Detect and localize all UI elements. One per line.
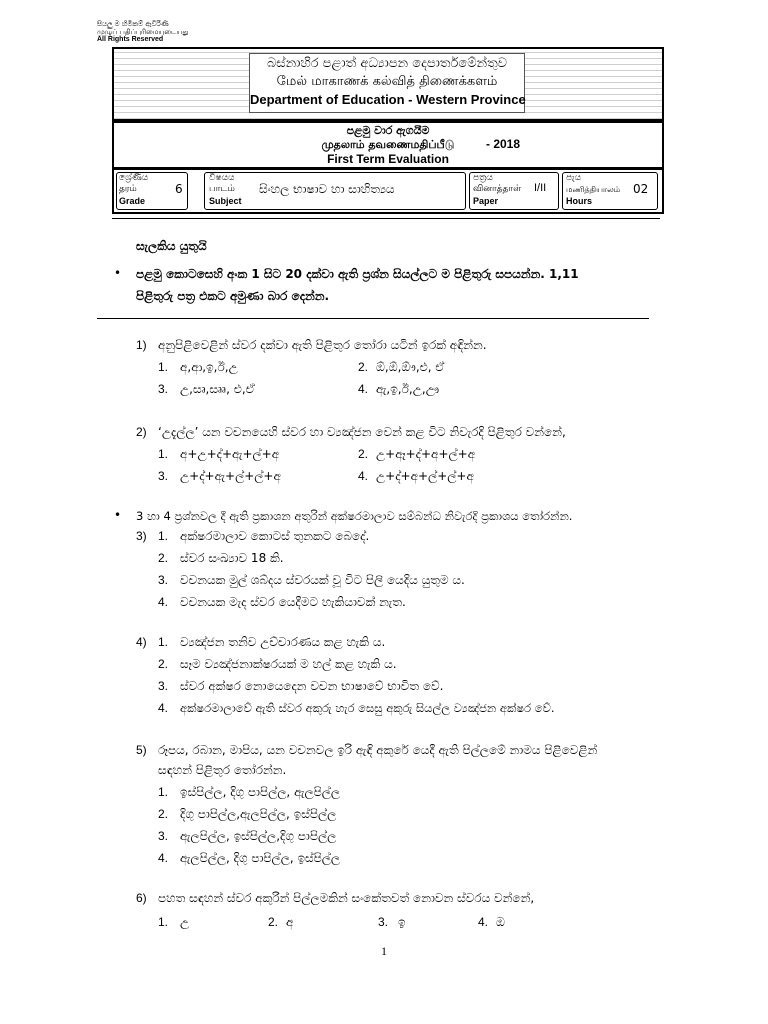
question-4-number: 4)	[136, 635, 147, 649]
rights-english: All Rights Reserved	[97, 36, 164, 43]
bullet-icon: •	[114, 266, 122, 280]
q6-option-1-number: 1.	[158, 915, 169, 929]
q3-option-3: වචනයක මුල් ශබ්දය ස්වරයක් වූ විට පිලි යෙදිය යුතුම ය.	[180, 573, 465, 587]
q6-option-4: ඔ	[496, 915, 505, 929]
q3-option-1-number: 1.	[158, 529, 169, 543]
grade-label-tamil: தரம்	[119, 184, 137, 194]
q5-option-1-number: 1.	[158, 785, 169, 799]
q2-option-4-number: 4.	[358, 469, 369, 483]
department-banner	[112, 47, 664, 121]
q3-option-3-number: 3.	[158, 573, 169, 587]
department-english: Department of Education - Western Province	[250, 92, 526, 107]
question-2-text: ‘උදැල්ල’ යන වචනයෙහි ස්වර හා ව්‍යඤ්ජන වෙන් කළ විට නිවැරදි පිළිතුර වන්නේ,	[158, 425, 566, 439]
q2-option-4: උ+ද්+අ+ල්+ල්+අ	[376, 469, 474, 483]
q4-option-1: ව්‍යඤ්ජන තනිව උච්චාරණය කළ හැකි ය.	[180, 635, 386, 649]
paper-label-tamil: வினாத்தாள்	[473, 184, 522, 194]
q4-option-1-number: 1.	[158, 635, 169, 649]
grade-label-english: Grade	[119, 196, 146, 206]
q1-option-1: අ,ආ,ඉ,ඊ,උ	[180, 360, 238, 374]
q1-option-4: ඇ,ඉ,ඊ,උ,ඌ	[376, 382, 440, 396]
header-divider	[112, 218, 660, 219]
rights-tamil: முழுப் பதிப்புரிமையுடையது	[97, 28, 189, 36]
hours-label-tamil: மணித்தியாலம்	[566, 185, 621, 194]
department-title-box	[249, 53, 525, 113]
q1-option-3: උ,සෘ,සෲ, එ,ඒ	[180, 382, 255, 396]
department-tamil: மேல் மாகாணக் கல்வித் திணைக்களம்	[276, 74, 498, 89]
instructions-heading: සැලකිය යුතුයි	[136, 239, 207, 253]
question-5-number: 5)	[136, 743, 147, 757]
section-3-4-instruction: 3 හා 4 ප්‍රශ්නවල දී ඇති ප්‍රකාශන අතුරින් අක්ෂරමාලාව සම්බන්ධ නිවැරදි ප්‍රකාශය තෝරන්න.	[136, 509, 573, 523]
grade-label-sinhala: ශ්‍රේණිය	[119, 173, 149, 183]
q3-option-4-number: 4.	[158, 595, 169, 609]
q6-option-1: උ	[180, 915, 190, 929]
question-2-number: 2)	[136, 425, 147, 439]
q1-option-1-number: 1.	[158, 360, 169, 374]
q4-option-3: ස්වර අක්ෂර නොයෙදෙන වචන භාෂාවේ භාවිත වේ.	[180, 679, 444, 693]
question-1-number: 1)	[136, 338, 147, 352]
exam-title-box	[112, 121, 664, 169]
q6-option-4-number: 4.	[478, 915, 489, 929]
q1-option-2: ඕ,ඕ,ඕෟ,එ, ඒ	[376, 360, 445, 374]
department-sinhala: බස්නාහිර පළාත් අධ්‍යාපන දෙපාර්තමේන්තුව	[266, 56, 507, 71]
q5-option-2-number: 2.	[158, 807, 169, 821]
exam-year: - 2018	[486, 137, 521, 151]
hours-cell	[562, 172, 658, 210]
instructions-line-1: පළමු කොටසෙහි අංක 1 සිට 20 දක්වා ඇති ප්‍රශ්න සියල්ලට ම පිළිතුරු සපයන්න. 1,11	[136, 267, 579, 281]
q6-option-2-number: 2.	[268, 915, 279, 929]
paper-cell	[469, 172, 559, 210]
q3-option-2-number: 2.	[158, 551, 169, 565]
q3-option-1: අක්ෂරමාලාව කොටස් තුනකට බෙදේ.	[180, 529, 370, 543]
question-1-text: අනුපිළිවෙළින් ස්වර දක්වා ඇති පිළිතුර තෝරා යටින් ඉරක් අඳින්න.	[158, 338, 487, 352]
hours-label-english: Hours	[566, 196, 593, 206]
q2-option-1-number: 1.	[158, 447, 169, 461]
exam-info-row	[112, 168, 664, 214]
paper-value: I/II	[534, 182, 547, 194]
exam-title-tamil: முதலாம் தவணைமதிப்பீடு	[321, 138, 455, 151]
paper-label-sinhala: පත්‍රය	[473, 173, 493, 183]
subject-value: සිංහල භාෂාව හා සාහිත්‍යය	[259, 182, 395, 196]
q2-option-3: උ+ද්+ඇ+ල්+ල්+අ	[180, 469, 281, 483]
q4-option-2: සෑම ව්‍යඤ්ජනාක්ෂරයක් ම හල් කළ හැකි ය.	[180, 657, 397, 671]
q2-option-1: අ+උ+ද්+ඇ+ල්+අ	[180, 447, 280, 461]
instructions-divider	[97, 318, 649, 319]
q6-option-3: ඉ	[398, 915, 406, 929]
grade-value: 6	[175, 182, 183, 196]
q5-option-4-number: 4.	[158, 851, 169, 865]
subject-label-tamil: பாடம்	[209, 184, 235, 194]
q5-option-1: ඉස්පිල්ල, දිගු පාපිල්ල, ඇලපිල්ල	[180, 785, 341, 799]
page-number: 1	[381, 944, 387, 958]
q5-option-3-number: 3.	[158, 829, 169, 843]
q1-option-4-number: 4.	[358, 382, 369, 396]
subject-label-sinhala: විෂයය	[209, 173, 235, 183]
q3-option-4: වචනයක මැද ස්වර යෙදීමට හැකියාවක් නැත.	[180, 595, 406, 609]
q6-option-3-number: 3.	[378, 915, 389, 929]
hours-label-sinhala: පැය	[566, 173, 582, 183]
q5-option-3: ඇලපිල්ල, ඉස්පිල්ල,දිගු පාපිල්ල	[180, 829, 337, 843]
q2-option-3-number: 3.	[158, 469, 169, 483]
question-6-text: පහත සඳහන් ස්වර අකුරින් පිල්ලමකින් සංකේතවත් නොවන ස්වරය වන්නේ,	[158, 891, 535, 905]
q4-option-4-number: 4.	[158, 701, 169, 715]
subject-label-english: Subject	[209, 196, 242, 206]
exam-title-sinhala: පළමු වාර ඇගයීම	[346, 124, 430, 137]
q4-option-3-number: 3.	[158, 679, 169, 693]
bullet-icon: •	[114, 508, 122, 522]
hours-value: 02	[633, 182, 649, 196]
q3-option-2: ස්වර සංඛ්‍යාව 18 කි.	[180, 551, 284, 565]
q5-option-2: දිගු පාපිල්ල,ඇලපිල්ල, ඉස්පිල්ල	[180, 807, 337, 821]
grade-cell	[116, 172, 188, 210]
rights-notice	[97, 20, 189, 44]
q2-option-2-number: 2.	[358, 447, 369, 461]
q5-option-4: ඇලපිල්ල, දිගු පාපිල්ල, ඉස්පිල්ල	[180, 851, 341, 865]
q1-option-2-number: 2.	[358, 360, 369, 374]
paper-label-english: Paper	[473, 196, 499, 206]
instructions-line-2: පිළිතුරු පත්‍ර එකට අමුණා බාර දෙන්න.	[136, 289, 330, 303]
q6-option-2: අ	[286, 915, 294, 929]
question-6-number: 6)	[136, 891, 147, 905]
question-5-text-line-2: සඳහන් පිළිතුර තෝරන්න.	[158, 763, 287, 777]
q1-option-3-number: 3.	[158, 382, 169, 396]
question-3-number: 3)	[136, 529, 147, 543]
q4-option-2-number: 2.	[158, 657, 169, 671]
question-5-text-line-1: රූපය, රබාන, මාපිය, යන වචනවල ඉරි ඇඳි අකුරේ යෙදී ඇති පිල්ලමේ නාමය පිළිවෙළින්	[158, 743, 598, 757]
rights-sinhala: සියලු ම හිමිකම් ඇවිරිණි	[97, 20, 169, 28]
q2-option-2: උ+ඈ+ද්+අ+ල්+අ	[376, 447, 476, 461]
q4-option-4: අක්ෂරමාලාවේ ඇති ස්වර අකුරු හැර සෙසු අකුරු සියල්ල ව්‍යඤ්ජන අක්ෂර වේ.	[180, 701, 555, 715]
exam-title-english: First Term Evaluation	[327, 152, 449, 166]
subject-cell	[204, 172, 466, 210]
